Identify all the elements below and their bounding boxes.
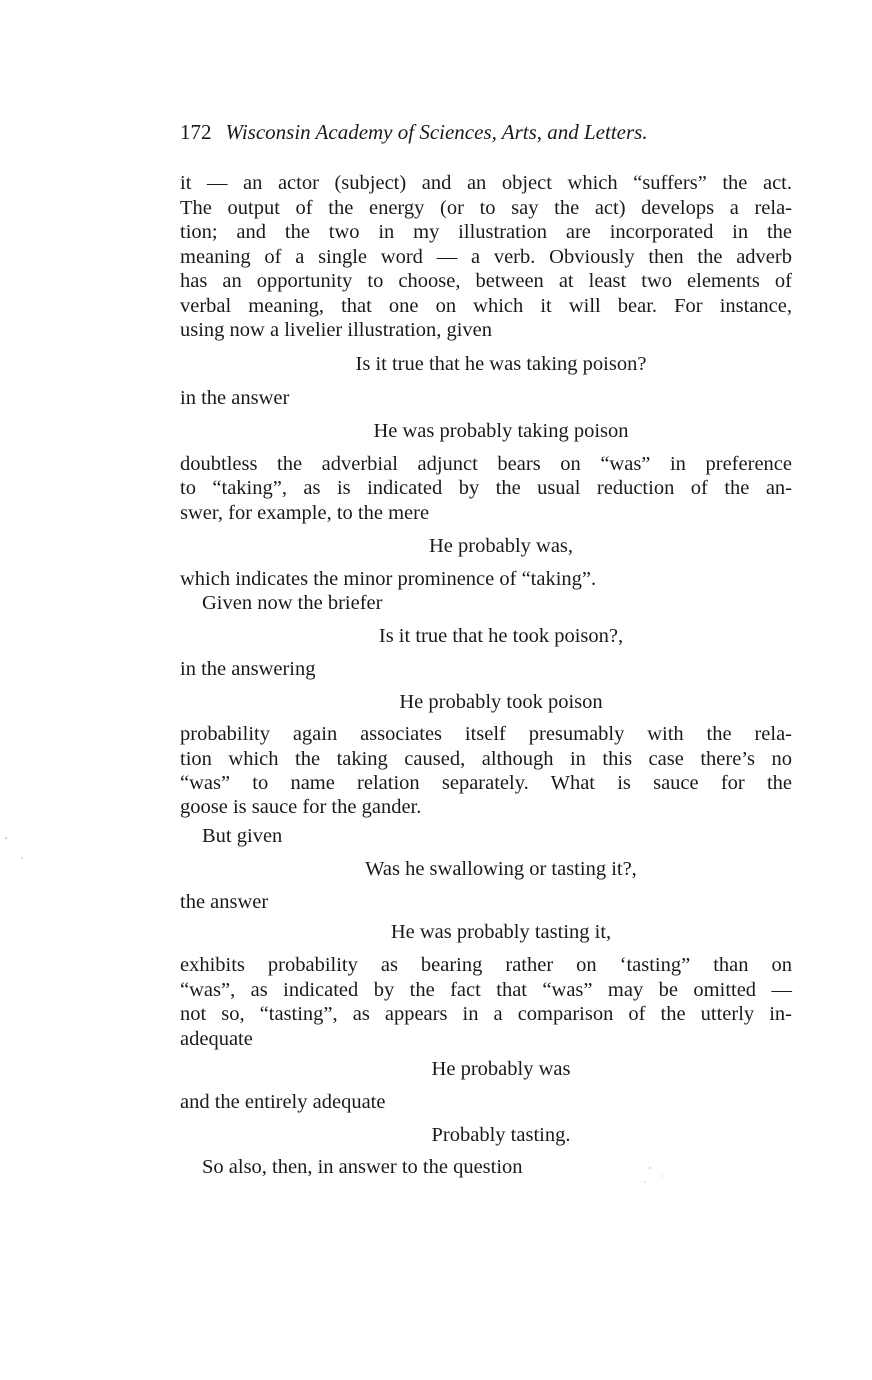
text-line: swer, for example, to the mere [180,502,430,524]
example-sentence: He was probably taking poison [373,420,629,442]
example-sentence: He probably was, [428,535,574,557]
text-line: it — an actor (subject) and an object which “suffers” the act. [180,172,792,194]
example-sentence: He probably took poison [399,691,603,713]
text-line: tion; and the two in my illustration are incorporated in the [180,221,792,243]
text-line: goose is sauce for the gander. [180,796,422,818]
text-line: using now a livelier illustration, given [180,319,493,341]
text-line: exhibits probability as bearing rather on ‘tasting” than on [180,954,792,976]
text-line: tion which the taking caused, although in this case there’s no [180,748,792,770]
text-line: verbal meaning, that one on which it will bear. For instance, [180,295,792,317]
text-line: But given [202,825,283,847]
text-line: Given now the briefer [202,592,383,614]
text-line: The output of the energy (or to say the act) develops a rela- [180,197,792,219]
example-sentence: Was he swallowing or tasting it?, [365,858,637,880]
text-line: doubtless the adverbial adjunct bears on “was” in preference [180,453,792,475]
example-sentence: Probably tasting. [431,1124,571,1146]
text-line: in the answering [180,658,316,680]
example-sentence: He was probably tasting it, [390,921,612,943]
text-line: in the answer [180,387,290,409]
journal-title: Wisconsin Academy of Sciences, Arts, and Letters. [225,120,648,144]
text-line: “was”, as indicated by the fact that “was” may be omitted — [180,979,792,1001]
text-line: which indicates the minor prominence of “taking”. [180,568,597,590]
text-line: the answer [180,891,269,913]
page-number: 172 [180,120,212,144]
text-line: meaning of a single word — a verb. Obviously then the adverb [180,246,792,268]
example-sentence: He probably was [431,1058,571,1080]
text-line: not so, “tasting”, as appears in a comparison of the utterly in- [180,1003,792,1025]
text-line: adequate [180,1028,253,1050]
text-line: to “taking”, as is indicated by the usual reduction of the an- [180,477,792,499]
text-line: “was” to name relation separately. What is sauce for the [180,772,792,794]
example-sentence: Is it true that he took poison?, [378,625,624,647]
text-line: probability again associates itself presumably with the rela- [180,723,792,745]
text-line: and the entirely adequate [180,1091,386,1113]
example-sentence: Is it true that he was taking poison? [355,353,647,375]
text-line: So also, then, in answer to the question [202,1156,523,1178]
text-line: has an opportunity to choose, between at least two elements of [180,270,792,292]
